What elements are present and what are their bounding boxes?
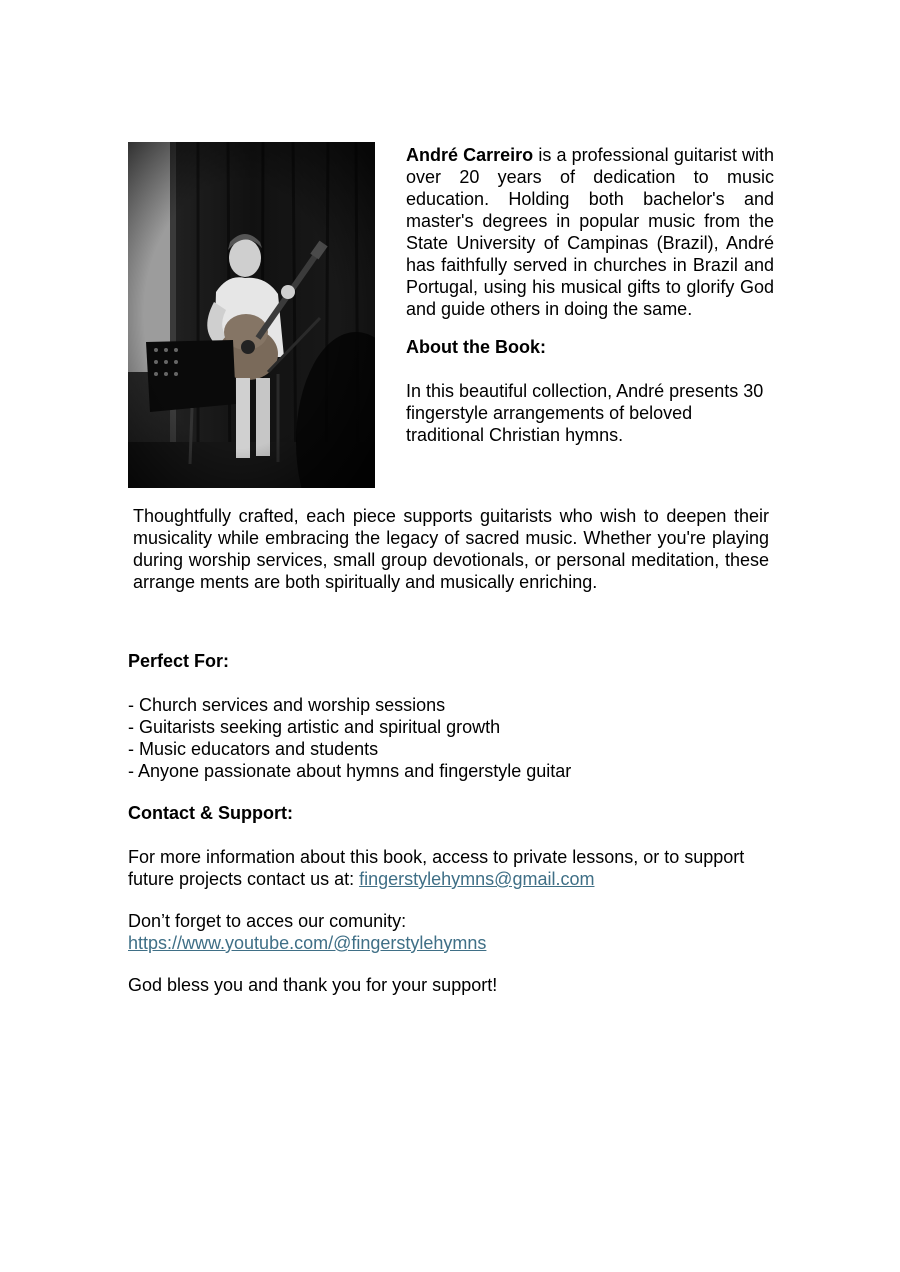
list-item: - Church services and worship sessions: [128, 695, 446, 715]
perfect-for-list: [128, 694, 778, 782]
about-book-heading: About the Book:: [406, 337, 546, 357]
email-link[interactable]: fingerstylehymns@gmail.com: [359, 869, 595, 889]
details-section: [128, 650, 778, 996]
author-bio: [406, 144, 774, 446]
contact-info-text: For more information about this book, access to private lessons, or to support future projects contact us at:: [128, 847, 745, 889]
list-item: - Anyone passionate about hymns and fingerstyle guitar: [128, 761, 572, 781]
list-item: - Guitarists seeking artistic and spiritual growth: [128, 717, 501, 737]
about-book-text: In this beautiful collection, André presents 30 fingerstyle arrangements of beloved traditional Christian hymns.: [406, 381, 764, 445]
contact-heading: Contact & Support:: [128, 803, 293, 823]
perfect-for-heading: Perfect For:: [128, 651, 230, 671]
author-intro-text: is a professional guitarist with over 20 years of dedication to music education. Holding both bachelor's and master's degrees in popular music from the State University of Campinas (Brazil), André has faithfully served in churches in Brazil and Portugal, using his musical gifts to glorify God and guide others in doing the same.: [406, 145, 774, 319]
guitarist-photo-illustration: [128, 142, 375, 488]
author-name: André Carreiro: [406, 145, 534, 165]
blessing-text: God bless you and thank you for your support!: [128, 975, 498, 995]
community-text: Don’t forget to acces our comunity:: [128, 911, 407, 931]
contact-info: [128, 846, 778, 890]
author-intro: [406, 144, 774, 320]
author-photo: [128, 142, 375, 488]
book-description: Thoughtfully crafted, each piece supports guitarists who wish to deepen their musicality while embracing the legacy of sacred music. Whether you're playing during worship services, small group devotionals, or personal meditation, these arrange ments are both spiritually and musically enriching.: [133, 506, 769, 592]
youtube-link[interactable]: https://www.youtube.com/@fingerstylehymns: [128, 933, 487, 953]
list-item: - Music educators and students: [128, 739, 379, 759]
